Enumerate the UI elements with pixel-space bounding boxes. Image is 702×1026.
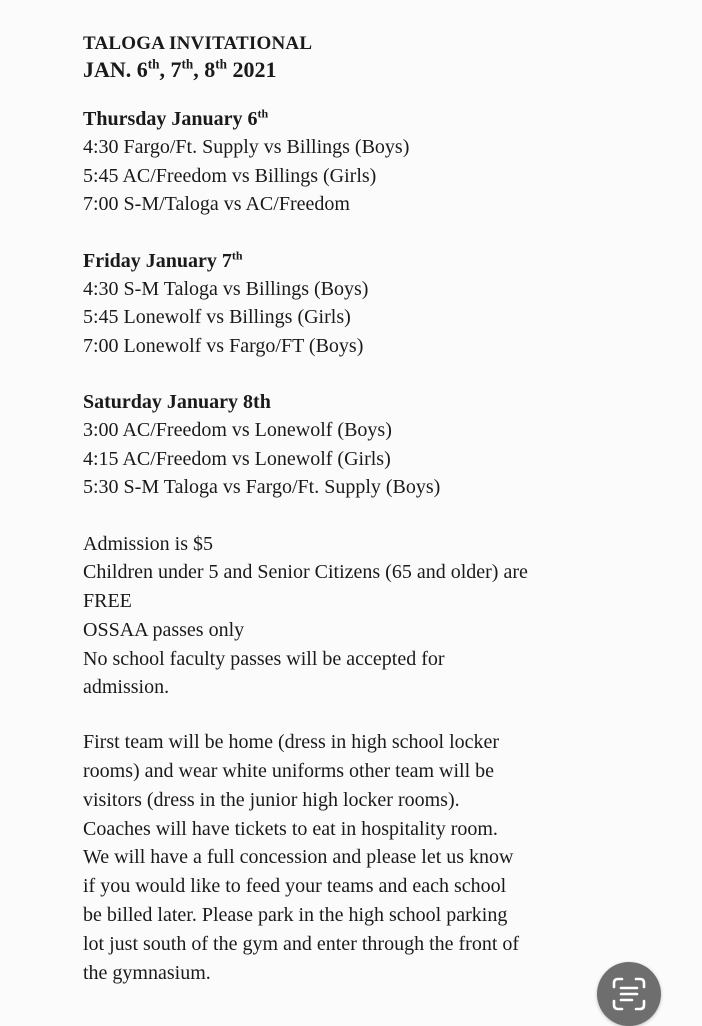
day-heading [83, 105, 683, 133]
day-heading-text: Saturday January 8th [83, 391, 271, 413]
dates-sup-2: th [181, 56, 194, 72]
event-dates [83, 55, 683, 85]
game-line: 4:15 AC/Freedom vs Lonewolf (Girls) [83, 447, 391, 470]
document-title: TALOGA INVITATIONAL [83, 33, 313, 54]
admission-paragraph: Admission is $5 Children under 5 and Senior Citizens (65 and older) are FREE OSSAA passes only No school faculty passes will be accepted for admission. [83, 532, 528, 699]
day-heading [83, 388, 683, 416]
document-page [83, 33, 683, 1013]
day-heading-sup: th [231, 247, 243, 262]
game-line: 4:30 Fargo/Ft. Supply vs Billings (Boys) [83, 136, 410, 158]
game-line: 3:00 AC/Freedom vs Lonewolf (Boys) [83, 419, 392, 441]
day-heading-text: Thursday January 6 [83, 108, 258, 130]
game-line: 7:00 S-M/Taloga vs AC/Freedom [83, 193, 350, 215]
scan-text-button[interactable] [597, 962, 661, 1026]
day-friday [83, 247, 683, 361]
dates-sup-1: th [147, 56, 160, 72]
dates-sup-3: th [215, 56, 227, 72]
day-thursday [83, 105, 683, 219]
dates-part-3: , 8 [193, 57, 216, 82]
game-line: 4:30 S-M Taloga vs Billings (Boys) [83, 277, 369, 300]
game-line: 5:45 AC/Freedom vs Billings (Girls) [83, 164, 377, 187]
scan-text-icon [610, 975, 648, 1013]
game-line: 5:30 S-M Taloga vs Fargo/Ft. Supply (Boys) [83, 476, 441, 498]
day-heading-text: Friday January 7 [83, 249, 232, 272]
dates-part-2: , 7 [159, 57, 182, 82]
game-line: 5:45 Lonewolf vs Billings (Girls) [83, 306, 351, 328]
day-heading-sup: th [257, 106, 269, 121]
dates-part-1: JAN. 6 [83, 57, 148, 82]
day-heading [83, 247, 683, 275]
dates-part-4: 2021 [226, 57, 277, 82]
day-saturday [83, 388, 683, 502]
info-paragraph: First team will be home (dress in high school locker rooms) and wear white uniforms other team will be visitors (dress in the junior high locker rooms). Coaches will have tickets to eat in hospitality room. We will have a full concession and please let us know if you would like to feed your teams and each school be billed later. Please park in the high school parking lot just south of the gym and enter through the front of the gymnasium. [83, 731, 520, 984]
game-line: 7:00 Lonewolf vs Fargo/FT (Boys) [83, 334, 364, 357]
